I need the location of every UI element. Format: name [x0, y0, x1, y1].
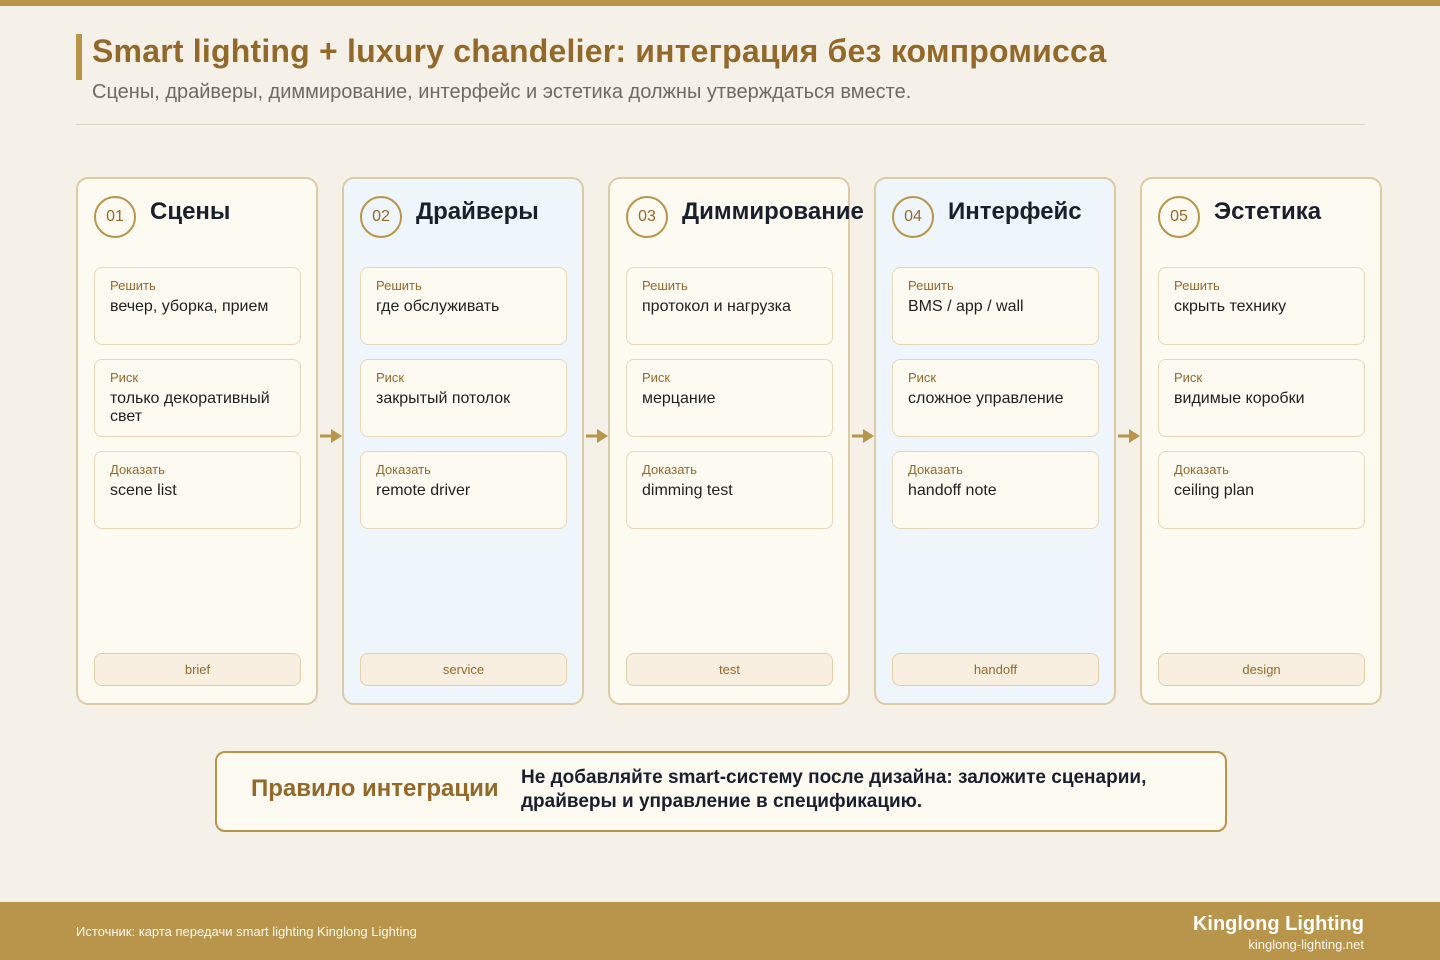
footer — [0, 902, 1440, 960]
decide-text: вечер, уборка, прием — [110, 298, 269, 315]
decide-text: скрыть технику — [1174, 298, 1287, 315]
column-drivers — [342, 177, 584, 705]
step-number: 04 — [892, 196, 934, 238]
risk-text: сложное управление — [908, 390, 1064, 407]
prove-box — [892, 451, 1099, 529]
decide-label: Решить — [376, 278, 422, 293]
brand-url: kinglong-lighting.net — [1248, 937, 1364, 952]
stage-tag: brief — [94, 653, 301, 686]
step-number: 03 — [626, 196, 668, 238]
risk-label: Риск — [376, 370, 405, 385]
risk-label: Риск — [110, 370, 139, 385]
risk-text: только декоративный свет — [110, 390, 270, 425]
risk-box — [626, 359, 833, 437]
risk-text: мерцание — [642, 390, 716, 407]
rule-text: Не добавляйте smart-систему после дизайна: заложите сценарии, драйверы и управление в спецификацию. — [521, 767, 1147, 812]
risk-label: Риск — [1174, 370, 1203, 385]
page-subtitle: Сцены, драйверы, диммирование, интерфейс и эстетика должны утверждаться вместе. — [92, 81, 912, 103]
decide-box — [94, 267, 301, 345]
prove-label: Доказать — [908, 462, 963, 477]
column-title: Интерфейс — [948, 198, 1082, 225]
column-title: Сцены — [150, 198, 231, 225]
prove-text: handoff note — [908, 482, 997, 499]
decide-text: где обслуживать — [376, 298, 500, 315]
decide-box — [360, 267, 567, 345]
stage-tag: test — [626, 653, 833, 686]
decide-label: Решить — [908, 278, 954, 293]
risk-box — [94, 359, 301, 437]
column-interface — [874, 177, 1116, 705]
integration-rule-box — [215, 751, 1227, 832]
decide-text: BMS / app / wall — [908, 298, 1024, 315]
prove-label: Доказать — [642, 462, 697, 477]
prove-text: remote driver — [376, 482, 471, 499]
arrow-right-icon — [585, 427, 609, 445]
decide-label: Решить — [642, 278, 688, 293]
decide-box — [1158, 267, 1365, 345]
column-dimming — [608, 177, 864, 705]
prove-box — [360, 451, 567, 529]
step-number: 02 — [360, 196, 402, 238]
risk-label: Риск — [908, 370, 937, 385]
risk-text: закрытый потолок — [376, 390, 511, 407]
column-title: Эстетика — [1214, 198, 1322, 225]
column-title: Драйверы — [416, 198, 539, 225]
prove-label: Доказать — [110, 462, 165, 477]
top-accent-bar — [0, 0, 1440, 6]
step-number: 01 — [94, 196, 136, 238]
risk-label: Риск — [642, 370, 671, 385]
risk-text: видимые коробки — [1174, 390, 1305, 407]
arrow-right-icon — [319, 427, 343, 445]
column-title: Диммирование — [682, 198, 864, 225]
stage-tag: service — [360, 653, 567, 686]
prove-label: Доказать — [1174, 462, 1229, 477]
prove-text: ceiling plan — [1174, 482, 1255, 499]
risk-box — [1158, 359, 1365, 437]
prove-box — [1158, 451, 1365, 529]
step-number: 05 — [1158, 196, 1200, 238]
arrow-right-icon — [851, 427, 875, 445]
title-accent-bar — [76, 34, 82, 80]
risk-box — [360, 359, 567, 437]
decide-text: протокол и нагрузка — [642, 298, 791, 315]
decide-box — [892, 267, 1099, 345]
column-aesthetics — [1140, 177, 1382, 705]
prove-box — [626, 451, 833, 529]
brand-name: Kinglong Lighting — [1192, 913, 1364, 935]
rule-title: Правило интеграции — [251, 775, 499, 802]
prove-text: scene list — [110, 482, 177, 499]
stage-tag: design — [1158, 653, 1365, 686]
header-divider — [76, 124, 1365, 125]
page-title: Smart lighting + luxury chandelier: интеграция без компромисса — [92, 33, 1107, 69]
decide-label: Решить — [110, 278, 156, 293]
decide-label: Решить — [1174, 278, 1220, 293]
arrow-right-icon — [1117, 427, 1141, 445]
stage-tag: handoff — [892, 653, 1099, 686]
risk-box — [892, 359, 1099, 437]
prove-label: Доказать — [376, 462, 431, 477]
decide-box — [626, 267, 833, 345]
source-note: Источник: карта передачи smart lighting Kinglong Lighting — [76, 924, 417, 939]
prove-box — [94, 451, 301, 529]
prove-text: dimming test — [642, 482, 733, 499]
column-scenes — [76, 177, 318, 705]
